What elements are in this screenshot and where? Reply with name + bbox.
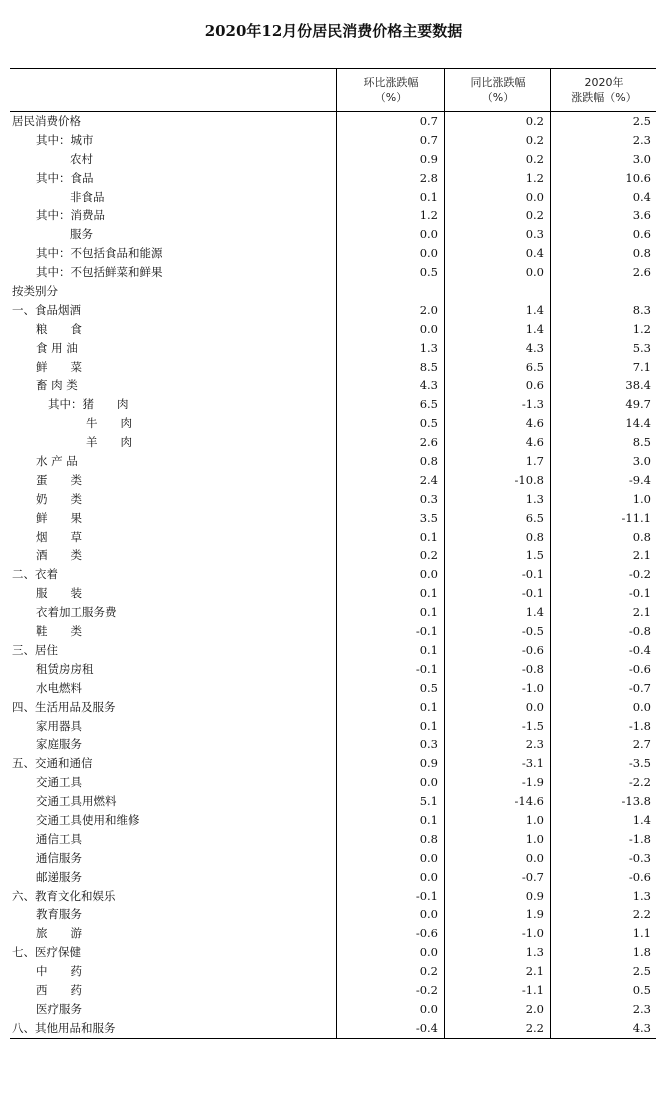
row-name: 食 用 油: [36, 340, 78, 355]
row-yoy-value: 1.0: [525, 812, 544, 827]
table-row: [10, 868, 656, 887]
row-year-value: -1.8: [628, 831, 651, 846]
row-year-value: 10.6: [625, 170, 651, 185]
row-yoy-value: -1.1: [521, 982, 544, 997]
row-name: 服 装: [36, 586, 82, 601]
row-mom-value: 0.7: [419, 114, 438, 128]
row-name: 农村: [70, 151, 93, 166]
row-name: 酒 类: [36, 548, 82, 563]
row-mom-value: 0.0: [419, 1001, 438, 1016]
row-year-value: -0.3: [628, 850, 651, 865]
header-mom: [336, 69, 445, 111]
row-name: 其中：不包括鲜菜和鲜果: [36, 265, 163, 280]
row-mom-value: 3.5: [419, 510, 438, 525]
row-yoy-value: 1.4: [525, 321, 544, 336]
table-row: [10, 131, 656, 150]
row-year-value: -13.8: [621, 794, 651, 809]
row-year-value: 2.5: [632, 964, 651, 979]
row-yoy-value: 1.4: [525, 605, 544, 620]
table-row: [10, 887, 656, 906]
row-mom-value: 2.4: [419, 472, 438, 487]
row-name: 家庭服务: [36, 737, 82, 752]
row-name: 其中：食品: [36, 170, 94, 185]
row-mom-value: 5.1: [419, 794, 438, 809]
table-row: [10, 811, 656, 830]
row-mom-value: 0.0: [419, 869, 438, 884]
row-mom-value: 0.1: [419, 605, 438, 620]
row-mom-value: 0.0: [419, 246, 438, 261]
table-row: [10, 490, 656, 509]
row-year-value: -3.5: [628, 756, 651, 771]
table-row: [10, 546, 656, 565]
row-name: 水电燃料: [36, 680, 82, 695]
row-yoy-value: 0.9: [525, 888, 544, 903]
row-yoy-value: 1.5: [525, 548, 544, 563]
table-row: [10, 320, 656, 339]
table-header: [10, 68, 656, 112]
row-name: 其中：城市: [36, 132, 94, 147]
row-mom-value: -0.1: [415, 624, 438, 639]
row-name: 一、食品烟酒: [12, 302, 81, 317]
table-row: [10, 509, 656, 528]
row-year-value: 2.6: [632, 265, 651, 280]
row-mom-value: 0.1: [419, 642, 438, 657]
row-mom-value: 0.5: [419, 265, 438, 280]
row-name: 四、生活用品及服务: [12, 699, 116, 714]
table-row: [10, 112, 656, 131]
row-year-value: 0.6: [632, 227, 651, 242]
row-mom-value: [336, 282, 438, 301]
table-row: [10, 188, 656, 207]
row-yoy-value: 0.8: [525, 529, 544, 544]
row-name: 粮 食: [36, 321, 82, 336]
row-name: 其中：消费品: [36, 208, 105, 223]
row-name: 奶 类: [36, 491, 82, 506]
row-yoy-value: 2.0: [525, 1001, 544, 1016]
row-mom-value: 0.1: [419, 586, 438, 601]
table-row: [10, 735, 656, 754]
row-mom-value: 0.8: [419, 831, 438, 846]
row-mom-value: 0.3: [419, 491, 438, 506]
row-name: 衣着加工服务费: [36, 605, 117, 620]
row-yoy-value: 1.2: [525, 170, 544, 185]
row-mom-value: 0.1: [419, 189, 438, 204]
row-yoy-value: -0.7: [521, 869, 544, 884]
header-mom-label: 环比涨跌幅: [363, 76, 419, 89]
table-row: [10, 641, 656, 660]
table-row: [10, 565, 656, 584]
row-year-value: 1.8: [632, 945, 651, 960]
row-mom-value: 0.2: [419, 548, 438, 563]
table-row: [10, 981, 656, 1000]
row-name: 非食品: [70, 189, 105, 204]
row-mom-value: 0.7: [419, 132, 438, 147]
table-row: [10, 584, 656, 603]
row-yoy-value: -3.1: [521, 756, 544, 771]
row-name: 交通工具使用和维修: [36, 812, 140, 827]
row-name: 其中：不包括食品和能源: [36, 246, 163, 261]
row-name: 六、教育文化和娱乐: [12, 888, 116, 903]
row-mom-value: 0.0: [419, 321, 438, 336]
table-row: [10, 414, 656, 433]
table-row: [10, 244, 656, 263]
row-name: 通信服务: [36, 850, 82, 865]
row-name: 通信工具: [36, 831, 82, 846]
row-name: 鞋 类: [36, 624, 82, 639]
row-yoy-value: -1.9: [521, 775, 544, 790]
row-mom-value: 4.3: [419, 378, 438, 393]
row-year-value: 3.0: [632, 454, 651, 469]
row-year-value: -9.4: [628, 472, 651, 487]
table-row: [10, 206, 656, 225]
table-row: [10, 169, 656, 188]
row-name: 邮递服务: [36, 869, 82, 884]
row-yoy-value: -14.6: [514, 794, 544, 809]
row-name: 水 产 品: [36, 454, 78, 469]
row-yoy-value: 2.2: [525, 1020, 544, 1035]
row-name: 医疗服务: [36, 1001, 82, 1016]
row-year-value: [550, 282, 651, 301]
row-year-value: -0.8: [628, 624, 651, 639]
table-row: [10, 1019, 656, 1038]
table-row: [10, 528, 656, 547]
row-yoy-value: 0.0: [525, 265, 544, 280]
row-name: 其中：猪 肉: [48, 397, 129, 412]
row-name: 羊 肉: [86, 435, 132, 450]
row-mom-value: 0.1: [419, 812, 438, 827]
row-year-value: 38.4: [625, 378, 651, 393]
row-yoy-value: 1.4: [525, 302, 544, 317]
table-row: [10, 395, 656, 414]
row-mom-value: 1.2: [419, 208, 438, 223]
row-name: 鲜 菜: [36, 359, 82, 374]
row-yoy-value: 2.1: [525, 964, 544, 979]
row-mom-value: 2.8: [419, 170, 438, 185]
row-mom-value: 2.0: [419, 302, 438, 317]
table-row: [10, 792, 656, 811]
row-yoy-value: 0.2: [525, 132, 544, 147]
row-year-value: -0.7: [628, 680, 651, 695]
row-mom-value: 0.9: [419, 756, 438, 771]
row-yoy-value: 0.0: [525, 850, 544, 865]
row-yoy-value: -10.8: [514, 472, 544, 487]
row-year-value: -0.4: [628, 642, 651, 657]
row-mom-value: 0.0: [419, 907, 438, 922]
table-row: [10, 830, 656, 849]
row-name: 按类别分: [12, 284, 58, 299]
row-yoy-value: 6.5: [525, 359, 544, 374]
row-name: 交通工具: [36, 775, 82, 790]
table-row: [10, 150, 656, 169]
row-yoy-value: 0.3: [525, 227, 544, 242]
row-name: 鲜 果: [36, 510, 82, 525]
row-yoy-value: 0.4: [525, 246, 544, 261]
row-name: 蛋 类: [36, 472, 82, 487]
header-year: [550, 69, 657, 111]
row-year-value: 2.1: [632, 548, 651, 563]
row-mom-value: 0.5: [419, 680, 438, 695]
table-row: [10, 962, 656, 981]
table-row: [10, 471, 656, 490]
table-row: [10, 698, 656, 717]
row-mom-value: 0.3: [419, 737, 438, 752]
row-mom-value: 0.0: [419, 850, 438, 865]
table-row: [10, 679, 656, 698]
row-yoy-value: -1.0: [521, 680, 544, 695]
row-mom-value: 1.3: [419, 340, 438, 355]
row-yoy-value: -0.8: [521, 661, 544, 676]
row-mom-value: -0.2: [415, 982, 438, 997]
row-mom-value: 0.1: [419, 529, 438, 544]
row-yoy-value: [444, 282, 544, 301]
row-name: 三、居住: [12, 642, 58, 657]
row-year-value: -2.2: [628, 775, 651, 790]
row-year-value: 4.3: [632, 1020, 651, 1035]
row-yoy-value: 1.3: [525, 945, 544, 960]
row-yoy-value: 0.0: [525, 699, 544, 714]
table-body: [10, 112, 656, 1039]
row-year-value: 1.3: [632, 888, 651, 903]
row-mom-value: 0.1: [419, 699, 438, 714]
row-mom-value: 6.5: [419, 397, 438, 412]
row-name: 教育服务: [36, 907, 82, 922]
row-yoy-value: -0.5: [521, 624, 544, 639]
row-year-value: -0.6: [628, 869, 651, 884]
table-row: [10, 660, 656, 679]
table-row: [10, 433, 656, 452]
table-row: [10, 754, 656, 773]
row-yoy-value: 6.5: [525, 510, 544, 525]
row-yoy-value: -1.3: [521, 397, 544, 412]
row-year-value: 0.8: [632, 529, 651, 544]
row-year-value: -11.1: [621, 510, 651, 525]
row-mom-value: 2.6: [419, 435, 438, 450]
row-mom-value: 0.0: [419, 775, 438, 790]
row-name: 牛 肉: [86, 416, 132, 431]
table-row: [10, 773, 656, 792]
row-year-value: 2.2: [632, 907, 651, 922]
row-name: 家用器具: [36, 718, 82, 733]
row-mom-value: 0.2: [419, 964, 438, 979]
row-mom-value: 0.0: [419, 945, 438, 960]
row-year-value: 2.3: [632, 132, 651, 147]
table-row: [10, 622, 656, 641]
row-name: 烟 草: [36, 529, 82, 544]
row-year-value: 8.3: [632, 302, 651, 317]
table-row: [10, 225, 656, 244]
row-mom-value: -0.6: [415, 926, 438, 941]
row-yoy-value: -1.5: [521, 718, 544, 733]
row-yoy-value: 1.3: [525, 491, 544, 506]
row-yoy-value: 2.3: [525, 737, 544, 752]
row-name: 旅 游: [36, 926, 82, 941]
row-mom-value: 0.0: [419, 227, 438, 242]
row-yoy-value: -0.1: [521, 567, 544, 582]
table-row: [10, 849, 656, 868]
row-year-value: -0.1: [628, 586, 651, 601]
row-year-value: 1.2: [632, 321, 651, 336]
row-mom-value: 0.5: [419, 416, 438, 431]
row-yoy-value: 0.0: [525, 189, 544, 204]
row-yoy-value: 0.6: [525, 378, 544, 393]
header-blank: [10, 69, 336, 111]
table-row: [10, 376, 656, 395]
table-row: [10, 452, 656, 471]
row-yoy-value: 0.2: [525, 208, 544, 223]
row-mom-value: -0.1: [415, 661, 438, 676]
row-year-value: -1.8: [628, 718, 651, 733]
row-year-value: 3.6: [632, 208, 651, 223]
row-name: 居民消费价格: [12, 114, 81, 128]
row-yoy-value: 0.2: [525, 114, 544, 128]
table-row: [10, 603, 656, 622]
row-name: 交通工具用燃料: [36, 794, 117, 809]
row-name: 七、医疗保健: [12, 945, 81, 960]
row-yoy-value: -1.0: [521, 926, 544, 941]
header-yoy: [444, 69, 551, 111]
table-row: [10, 282, 656, 301]
table-row: [10, 905, 656, 924]
table-row: [10, 943, 656, 962]
row-year-value: -0.2: [628, 567, 651, 582]
row-mom-value: 0.8: [419, 454, 438, 469]
row-yoy-value: -0.1: [521, 586, 544, 601]
cpi-table: [10, 68, 656, 1039]
row-mom-value: -0.4: [415, 1020, 438, 1035]
row-name: 租赁房房租: [36, 661, 94, 676]
row-name: 畜 肉 类: [36, 378, 78, 393]
table-row: [10, 1000, 656, 1019]
row-year-value: 3.0: [632, 151, 651, 166]
row-mom-value: 0.0: [419, 567, 438, 582]
table-row: [10, 358, 656, 377]
row-year-value: 49.7: [625, 397, 651, 412]
row-year-value: 0.4: [632, 189, 651, 204]
row-mom-value: 0.1: [419, 718, 438, 733]
row-yoy-value: -0.6: [521, 642, 544, 657]
row-name: 西 药: [36, 982, 82, 997]
row-year-value: 2.1: [632, 605, 651, 620]
table-row: [10, 301, 656, 320]
row-yoy-value: 1.7: [525, 454, 544, 469]
page-title: 2020年12月份居民消费价格主要数据: [204, 22, 463, 40]
row-yoy-value: 4.6: [525, 416, 544, 431]
row-yoy-value: 4.6: [525, 435, 544, 450]
table-row: [10, 339, 656, 358]
row-name: 中 药: [36, 964, 82, 979]
table-row: [10, 717, 656, 736]
row-year-value: 7.1: [632, 359, 651, 374]
row-mom-value: 0.9: [419, 151, 438, 166]
header-year-label: 2020年: [584, 76, 624, 89]
row-year-value: 8.5: [632, 435, 651, 450]
row-year-value: 5.3: [632, 340, 651, 355]
row-yoy-value: 4.3: [525, 340, 544, 355]
row-yoy-value: 1.9: [525, 907, 544, 922]
row-mom-value: 8.5: [419, 359, 438, 374]
row-year-value: 2.5: [632, 114, 651, 128]
row-yoy-value: 0.2: [525, 151, 544, 166]
row-year-value: 2.3: [632, 1001, 651, 1016]
row-year-value: 1.0: [632, 491, 651, 506]
header-mom-unit: （%）: [374, 91, 408, 104]
row-year-value: 1.1: [632, 926, 651, 941]
row-name: 八、其他用品和服务: [12, 1020, 116, 1035]
header-year-unit: 涨跌幅（%）: [571, 91, 637, 104]
table-row: [10, 924, 656, 943]
row-name: 五、交通和通信: [12, 756, 93, 771]
row-year-value: 0.0: [632, 699, 651, 714]
row-year-value: -0.6: [628, 661, 651, 676]
row-year-value: 0.8: [632, 246, 651, 261]
row-yoy-value: 1.0: [525, 831, 544, 846]
row-name: 二、衣着: [12, 567, 58, 582]
header-yoy-label: 同比涨跌幅: [470, 76, 526, 89]
row-year-value: 0.5: [632, 982, 651, 997]
row-name: 服务: [70, 227, 93, 242]
row-year-value: 14.4: [625, 416, 651, 431]
row-year-value: 2.7: [632, 737, 651, 752]
table-row: [10, 263, 656, 282]
row-year-value: 1.4: [632, 812, 651, 827]
row-mom-value: -0.1: [415, 888, 438, 903]
header-yoy-unit: （%）: [481, 91, 515, 104]
